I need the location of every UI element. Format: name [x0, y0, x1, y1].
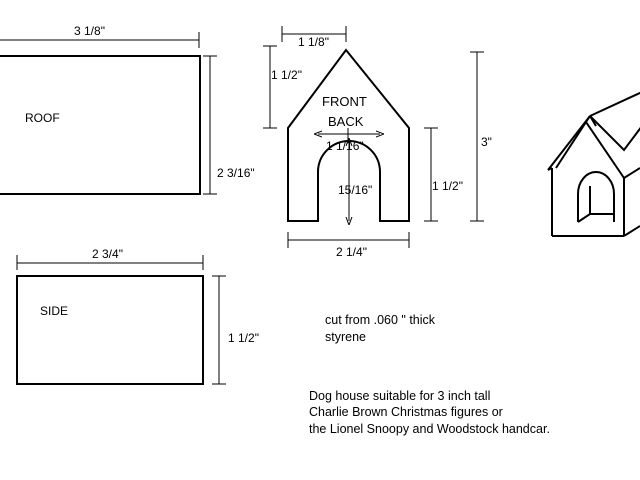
- roof-label: ROOF: [25, 111, 60, 125]
- back-label: BACK: [328, 114, 364, 129]
- gable-height-label: 1 1/2": [271, 68, 302, 82]
- side-height-label: 1 1/2": [228, 331, 259, 345]
- door-height-label: 15/16": [338, 183, 373, 197]
- total-height-label: 3": [481, 135, 492, 149]
- roof-height-dimension: [203, 56, 217, 194]
- base-width-label: 2 1/4": [336, 245, 367, 259]
- side-height-dimension: [212, 276, 226, 384]
- description-line1: Dog house suitable for 3 inch tall: [309, 389, 491, 403]
- roof-panel: [0, 56, 200, 194]
- wall-height-dimension: [424, 128, 438, 221]
- gable-height-dimension: [263, 46, 277, 128]
- dog-house-3d-view: [548, 92, 640, 236]
- side-panel: [17, 276, 203, 384]
- description-line2: Charlie Brown Christmas figures or: [309, 405, 503, 419]
- front-label: FRONT: [322, 94, 367, 109]
- material-note-line2: styrene: [325, 330, 366, 344]
- side-width-label: 2 3/4": [92, 247, 123, 261]
- material-note-line1: cut from .060 " thick: [325, 313, 436, 327]
- roof-width-label: 3 1/8": [74, 24, 105, 38]
- peak-width-label: 1 1/8": [298, 35, 329, 49]
- description-line3: the Lionel Snoopy and Woodstock handcar.: [309, 422, 550, 436]
- door-width-label: 1 1/16": [326, 139, 364, 153]
- side-label: SIDE: [40, 304, 69, 318]
- wall-height-label: 1 1/2": [432, 179, 463, 193]
- roof-height-label: 2 3/16": [217, 166, 255, 180]
